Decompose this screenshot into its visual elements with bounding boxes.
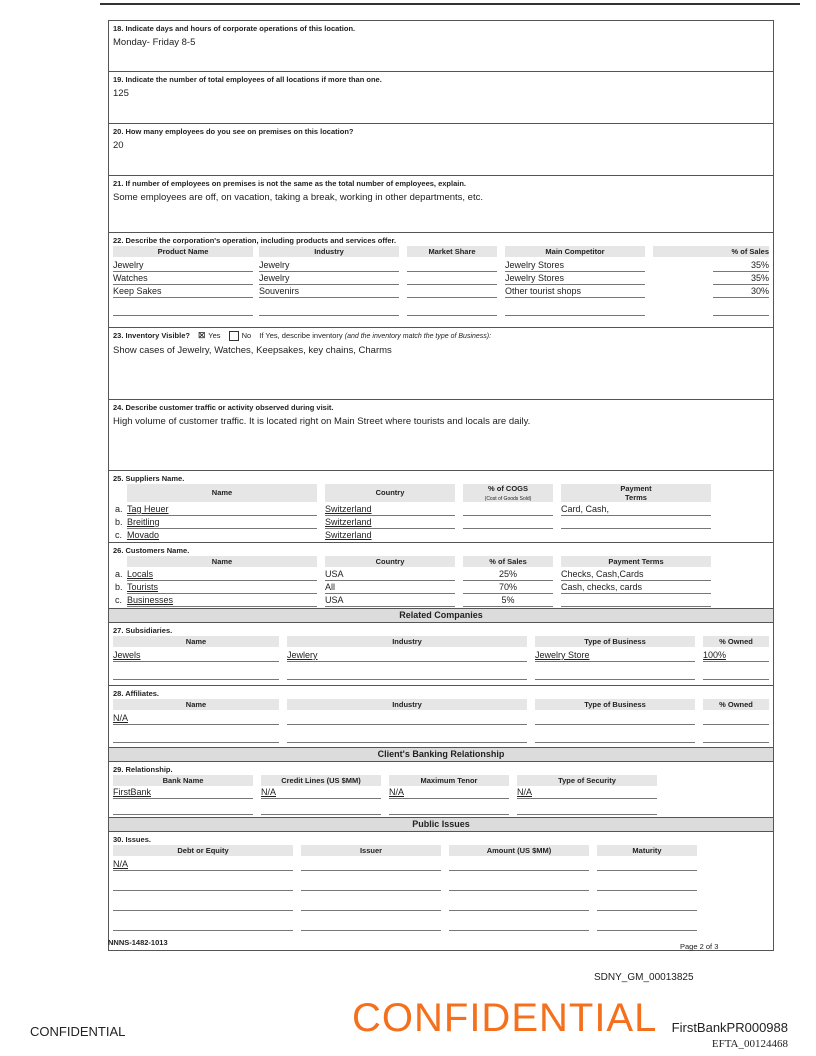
supplier-terms: Card, Cash, (561, 504, 711, 516)
table-cell: 35% (713, 273, 769, 285)
supplier-cogs (463, 530, 553, 541)
table-cell-empty (449, 899, 589, 911)
table-cell-empty (301, 879, 441, 891)
yes-checkbox[interactable]: ☒ (198, 331, 206, 341)
table-cell-empty (287, 713, 527, 725)
question-21-label: 21. If number of employees on premises is not the same as the total number of employees, explain. (113, 179, 467, 188)
table-cell-empty (713, 304, 769, 316)
subsidiary-industry: Jewlery (287, 650, 527, 662)
question-30 (109, 832, 773, 950)
question-25 (109, 471, 773, 543)
header-subsidiary-owned: % Owned (703, 636, 769, 647)
question-27-label: 27. Subsidiaries. (113, 626, 173, 635)
table-cell-empty (301, 899, 441, 911)
question-21 (109, 176, 773, 233)
table-cell-empty (449, 919, 589, 931)
question-26 (109, 543, 773, 609)
customer-sales: 25% (463, 569, 553, 581)
table-cell: Keep Sakes (113, 286, 253, 298)
table-cell-empty (287, 731, 527, 743)
table-cell: Other tourist shops (505, 286, 645, 298)
section-band-banking: Client's Banking Relationship (109, 748, 773, 762)
question-18 (109, 21, 773, 72)
question-27 (109, 623, 773, 686)
customer-terms: Checks, Cash,Cards (561, 569, 711, 581)
customer-name: Locals (127, 569, 317, 581)
table-cell-empty (113, 731, 279, 743)
supplier-cogs (463, 504, 553, 516)
header-bank-name: Bank Name (113, 775, 253, 786)
subsidiary-owned: 100% (703, 650, 769, 662)
question-23-label: 23. Inventory Visible? (113, 331, 190, 340)
table-cell-empty (597, 899, 697, 911)
question-25-label: 25. Suppliers Name. (113, 474, 185, 483)
row-letter: b. (115, 582, 123, 592)
table-cell: Jewelry Stores (505, 260, 645, 272)
sdny-stamp: SDNY_GM_00013825 (594, 972, 694, 983)
header-debt-equity: Debt or Equity (113, 845, 293, 856)
table-cell-empty (535, 713, 695, 725)
table-cell-empty (261, 803, 381, 815)
row-letter: c. (115, 530, 123, 540)
question-29 (109, 762, 773, 818)
supplier-name: Movado (127, 530, 160, 540)
question-20-label: 20. How many employees do you see on premises on this location? (113, 127, 354, 136)
table-cell: Jewelry (259, 260, 399, 272)
question-20 (109, 124, 773, 176)
header-cogs: % of COGS (Cost of Goods Sold) (463, 484, 553, 502)
table-cell: 30% (713, 286, 769, 298)
table-cell (407, 273, 497, 285)
header-affiliate-industry: Industry (287, 699, 527, 710)
question-18-answer: Monday- Friday 8-5 (113, 37, 196, 48)
table-cell-empty (301, 859, 441, 871)
supplier-terms (561, 530, 711, 541)
question-18-label: 18. Indicate days and hours of corporate operations of this location. (113, 24, 356, 33)
supplier-terms (561, 517, 711, 529)
max-tenor: N/A (389, 787, 509, 799)
header-product-name: Product Name (113, 246, 253, 257)
table-cell-empty (517, 803, 657, 815)
question-30-label: 30. Issues. (113, 835, 151, 844)
header-market-share: Market Share (407, 246, 497, 257)
question-23 (109, 328, 773, 400)
customer-country: USA (325, 569, 455, 581)
header-subsidiary-industry: Industry (287, 636, 527, 647)
question-23-answer: Show cases of Jewelry, Watches, Keepsakes, key chains, Charms (113, 345, 392, 356)
header-affiliate-owned: % Owned (703, 699, 769, 710)
header-percent-sales: % of Sales (653, 246, 769, 257)
customer-sales: 5% (463, 595, 553, 607)
table-cell-empty (287, 668, 527, 680)
table-cell: Jewelry (259, 273, 399, 285)
header-amount: Amount (US $MM) (449, 845, 589, 856)
subsidiary-type: Jewelry Store (535, 650, 695, 662)
table-cell-empty (449, 859, 589, 871)
header-subsidiary-type: Type of Business (535, 636, 695, 647)
supplier-country: Switzerland (325, 504, 455, 516)
header-subsidiary-name: Name (113, 636, 279, 647)
section-band-public-issues: Public Issues (109, 818, 773, 832)
customer-terms: Cash, checks, cards (561, 582, 711, 594)
table-cell-empty (703, 713, 769, 725)
question-24-label: 24. Describe customer traffic or activity observed during visit. (113, 403, 334, 412)
affiliate-name: N/A (113, 713, 279, 725)
header-maturity: Maturity (597, 845, 697, 856)
customer-name: Businesses (127, 595, 317, 607)
efta-number: EFTA_00124468 (711, 1038, 788, 1050)
inventory-description-note: (and the inventory match the type of Business): (344, 333, 492, 340)
header-credit-lines: Credit Lines (US $MM) (261, 775, 381, 786)
table-cell-empty (597, 859, 697, 871)
issue-debt-equity: N/A (113, 859, 293, 871)
bates-number: FirstBankPR000988 (671, 1020, 788, 1035)
table-cell-empty (505, 304, 645, 316)
question-19-label: 19. Indicate the number of total employees of all locations if more than one. (113, 75, 382, 84)
customer-terms (561, 595, 711, 607)
supplier-country: Switzerland (325, 530, 372, 540)
question-29-label: 29. Relationship. (113, 765, 173, 774)
question-28-label: 28. Affiliates. (113, 689, 159, 698)
table-cell: 35% (713, 260, 769, 272)
table-cell-empty (535, 668, 695, 680)
header-main-competitor: Main Competitor (505, 246, 645, 257)
header-issuer: Issuer (301, 845, 441, 856)
question-22-label: 22. Describe the corporation's operation, including products and services offer. (113, 236, 397, 245)
header-payment-terms: Payment Terms (561, 484, 711, 502)
customer-country: All (325, 582, 455, 594)
subsidiary-name: Jewels (113, 650, 279, 662)
header-customer-country: Country (325, 556, 455, 567)
section-band-related-companies: Related Companies (109, 609, 773, 623)
inventory-description-label: If Yes, describe inventory (259, 331, 343, 340)
no-checkbox[interactable] (229, 331, 239, 341)
supplier-name: Breitling (127, 517, 317, 529)
confidential-label: CONFIDENTIAL (30, 1024, 126, 1039)
no-label: No (241, 331, 252, 340)
header-customer-sales: % of Sales (463, 556, 553, 567)
header-customer-name: Name (127, 556, 317, 567)
row-letter: a. (115, 504, 123, 514)
table-cell-empty (113, 899, 293, 911)
table-cell (407, 260, 497, 272)
question-26-label: 26. Customers Name. (113, 546, 190, 555)
row-letter: b. (115, 517, 123, 527)
header-supplier-country: Country (325, 484, 455, 502)
question-24 (109, 400, 773, 471)
supplier-name: Tag Heuer (127, 504, 317, 516)
table-cell: Souvenirs (259, 286, 399, 298)
table-cell-empty (389, 803, 509, 815)
header-supplier-name: Name (127, 484, 317, 502)
question-21-answer: Some employees are off, on vacation, taking a break, working in other departments, etc. (113, 192, 483, 203)
question-19 (109, 72, 773, 124)
table-cell-empty (301, 919, 441, 931)
page-number: Page 2 of 3 (680, 942, 719, 951)
table-cell-empty (703, 668, 769, 680)
table-cell-empty (597, 919, 697, 931)
table-cell-empty (449, 879, 589, 891)
security-type: N/A (517, 787, 657, 799)
header-customer-terms: Payment Terms (561, 556, 711, 567)
table-cell-empty (703, 731, 769, 743)
table-cell-empty (113, 668, 279, 680)
table-cell-empty (535, 731, 695, 743)
supplier-country: Switzerland (325, 517, 455, 529)
table-cell-empty (113, 803, 253, 815)
table-cell: Jewelry Stores (505, 273, 645, 285)
top-rule (100, 3, 800, 5)
table-cell-empty (113, 879, 293, 891)
form-page (108, 20, 774, 951)
row-letter: c. (115, 595, 123, 605)
supplier-cogs (463, 517, 553, 529)
table-cell-empty (407, 304, 497, 316)
question-22 (109, 233, 773, 328)
customer-name: Tourists (127, 582, 317, 594)
table-cell-empty (113, 919, 293, 931)
table-cell-empty (113, 304, 253, 316)
header-affiliate-name: Name (113, 699, 279, 710)
table-cell: Jewelry (113, 260, 253, 272)
table-cell (407, 286, 497, 298)
header-security-type: Type of Security (517, 775, 657, 786)
bank-name: FirstBank (113, 787, 253, 799)
form-id: NNNS-1482-1013 (108, 938, 168, 947)
credit-lines: N/A (261, 787, 381, 799)
question-20-answer: 20 (113, 140, 124, 151)
question-19-answer: 125 (113, 88, 129, 99)
row-letter: a. (115, 569, 123, 579)
header-industry: Industry (259, 246, 399, 257)
customer-country: USA (325, 595, 455, 607)
table-cell: Watches (113, 273, 253, 285)
question-24-answer: High volume of customer traffic. It is located right on Main Street where tourists and locals are daily. (113, 416, 531, 427)
yes-label: Yes (208, 331, 221, 340)
confidential-stamp: CONFIDENTIAL (352, 996, 658, 1040)
header-affiliate-type: Type of Business (535, 699, 695, 710)
table-cell-empty (597, 879, 697, 891)
question-28 (109, 686, 773, 748)
header-max-tenor: Maximum Tenor (389, 775, 509, 786)
customer-sales: 70% (463, 582, 553, 594)
table-cell-empty (259, 304, 399, 316)
